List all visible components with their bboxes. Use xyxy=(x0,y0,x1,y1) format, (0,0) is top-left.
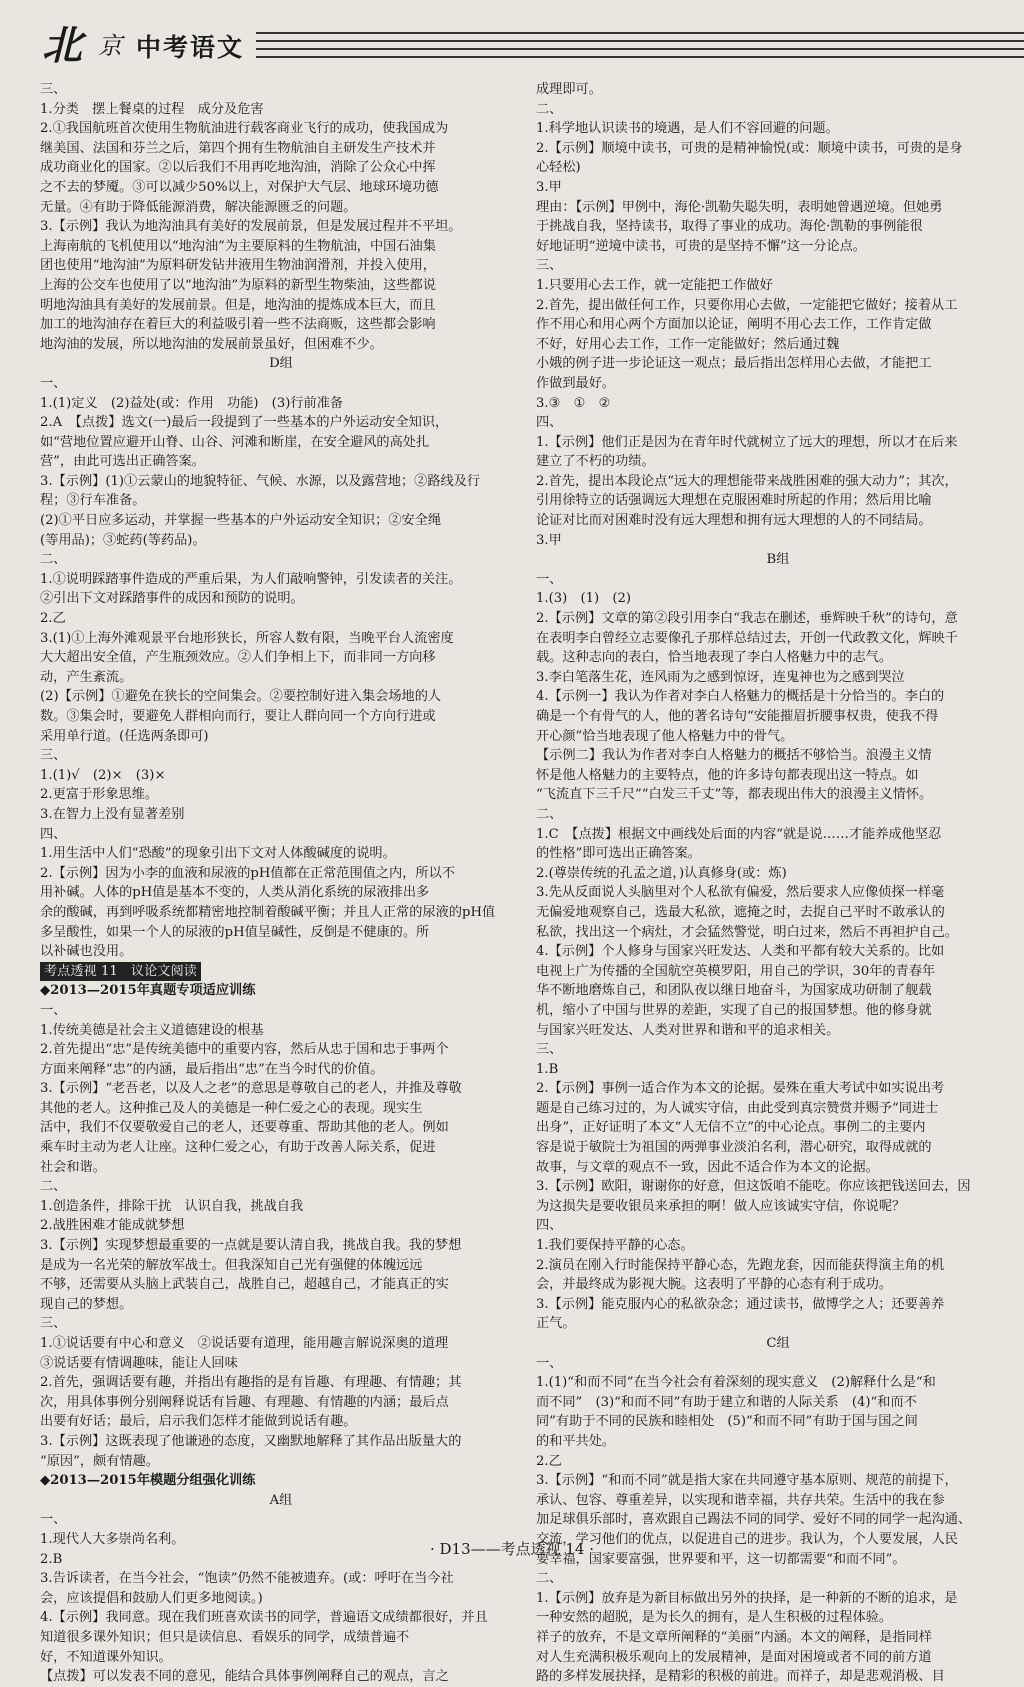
right-column-line: 正气。 xyxy=(536,1316,576,1332)
right-column-line: 好地证明“逆境中读书，可贵的是坚持不懈”这一分论点。 xyxy=(536,238,866,254)
right-column-line: 3.李白笔落生花，连风雨为之感到惊讶，连鬼神也为之感到哭泣 xyxy=(536,669,905,685)
left-column-line: 余的酸碱，再到呼吸系统都精密地控制着酸碱平衡；并且人正常的尿液的pH值 xyxy=(40,904,496,920)
left-column-line: 数。③集会时，要避免人群相向而行，要让人群向同一个方向行进或 xyxy=(40,709,436,724)
right-column-line: 3.【示例】欧阳，谢谢你的好意，但这饭咱不能吃。你应该把钱送回去，因 xyxy=(536,1179,971,1195)
right-column-line: 一、 xyxy=(536,571,563,587)
right-column-line: 1.(1)“和而不同”在当今社会有着深刻的现实意义 (2)解释什么是“和 xyxy=(536,1375,936,1391)
right-column-line: 开心颜”恰当地表现了他人格魅力中的骨气。 xyxy=(536,728,794,744)
right-column-line: 四、 xyxy=(536,1218,563,1234)
right-column-line: 3.甲 xyxy=(536,179,562,195)
right-column-line: 1.【示例】放弃是为新目标做出另外的抉择，是一种新的不断的追求，是 xyxy=(536,1590,958,1606)
left-column-line: 2.首先，强调话要有趣，并指出有趣指的是有旨趣、有理趣、有情趣；其 xyxy=(40,1375,462,1391)
right-column-line: 2.【示例】事例一适合作为本文的论据。晏殊在重大考试中如实说出考 xyxy=(536,1081,945,1097)
left-column-line: 上海的公交车也使用了以“地沟油”为原料的新型生物柴油，这些都说 xyxy=(40,277,436,293)
right-column-line: 四、 xyxy=(536,415,563,431)
left-column-line: “原因”，颇有情趣。 xyxy=(40,1453,159,1469)
right-column-line: 题是自己练习过的，为人诚实守信，由此受到真宗赞赏并赐予“同进士 xyxy=(536,1100,939,1116)
right-column-line: 电视上广为传播的全国航空英模罗阳，用自己的学识，30年的青春年 xyxy=(536,963,936,979)
left-column-line: 团也使用“地沟油”为原料研发钻井液用生物油润滑剂，并投入使用， xyxy=(40,258,436,274)
right-column-line: 2.【示例】顺境中读书，可贵的是精神愉悦(或：顺境中读书，可贵的是身 xyxy=(536,140,963,156)
right-column-line: 会，并最终成为影视大腕。这表明了平静的心态有利于成功。 xyxy=(536,1277,893,1293)
right-column-line: 小娥的例子进一步论证这一观点；最后指出怎样用心去做，才能把工 xyxy=(536,356,932,372)
left-column-line: 好，不知道课外知识。 xyxy=(40,1649,172,1665)
right-column-line: 1.B xyxy=(536,1061,559,1077)
right-column-line: 的性格”即可选出正确答案。 xyxy=(536,846,701,862)
left-column-line: 3.【示例】“老吾老，以及人之老”的意思是尊敬自己的老人，并推及尊敬 xyxy=(40,1081,462,1097)
right-column-line: 2.首先，提出做任何工作，只要你用心去做，一定能把它做好；接着从工 xyxy=(536,297,958,313)
page-footer: · D13——考点透视 14 · xyxy=(429,1540,595,1558)
left-column-line: 不够，还需要从头脑上武装自己，战胜自己，超越自己，才能真正的实 xyxy=(40,1277,449,1293)
right-column-line: 的和平共处。 xyxy=(536,1433,616,1449)
right-column-line: 二、 xyxy=(536,806,563,822)
left-column-line: 加工的地沟油存在着巨大的利益吸引着一些不法商贩，这些都会影响 xyxy=(40,317,436,333)
left-column-line: (等用品)；③蛇药(等药品)。 xyxy=(40,532,206,548)
left-column-line: 动，产生紊流。 xyxy=(40,669,133,685)
left-column-line: 1.(1)√ (2)× (3)× xyxy=(40,767,166,783)
right-column-line: 1.(3) (1) (2) xyxy=(536,591,631,607)
right-column-line: 3.【示例】“和而不同”就是指大家在共同遵守基本原则、规范的前提下， xyxy=(536,1473,958,1489)
left-column-line: 一、 xyxy=(40,1512,67,1528)
right-column-line: 引用徐特立的话强调远大理想在克服困难时所起的作用；然后用比喻 xyxy=(536,493,932,509)
left-column-line: 3.【示例】这既表现了他谦逊的态度，又幽默地解释了其作品出版量大的 xyxy=(40,1433,462,1449)
right-column-line: “飞流直下三千尺”“白发三千丈”等，都表现出伟大的浪漫主义情怀。 xyxy=(536,787,933,803)
left-column-line: 成功商业化的国家。②以后我们不用再吃地沟油，消除了公众心中挥 xyxy=(40,160,436,176)
right-column-line: 3.先从反面说人头脑里对个人私欲有偏爱，然后要求人应像侦探一样毫 xyxy=(536,885,945,901)
right-column-line: 加足球俱乐部时，喜欢跟自己踢法不同的同学、爱好不同的同学一起沟通、 xyxy=(536,1512,972,1528)
right-column-line: 故事，与文章的观点不一致，因此不适合作为本文的论据。 xyxy=(536,1159,879,1175)
header-title: 中考语文 xyxy=(136,33,245,62)
right-column-line: 1.C 【点拨】根据文中画线处后面的内容“就是说……才能养成他坚忍 xyxy=(536,826,942,842)
header-rules xyxy=(256,32,1024,64)
left-column-line: D组 xyxy=(269,356,293,372)
left-column-line: 3.告诉读者，在当今社会，“饱读”仍然不能被遗弃。(或：呼吁在当今社 xyxy=(40,1571,454,1587)
right-column-line: B组 xyxy=(766,552,790,568)
left-column-line: 三、 xyxy=(40,82,67,97)
right-column-line: 一种安然的超脱，是为长久的拥有，是人生积极的过程体验。 xyxy=(536,1610,893,1626)
left-column-line: 1.传统美德是社会主义道德建设的根基 xyxy=(40,1022,264,1038)
right-column-line: 不好，好用心去工作，工作一定能做好；然后通过魏 xyxy=(536,336,840,352)
right-column-line: 作不用心和用心两个方面加以论证，阐明不用心去工作，工作肯定做 xyxy=(536,317,932,333)
left-column-line: 二、 xyxy=(40,1179,67,1195)
left-column-line: 明地沟油具有美好的发展前景。但是，地沟油的提炼成本巨大，而且 xyxy=(40,297,436,313)
right-column-line: 路的多样发展抉择，是精彩的积极的前进。而祥子，却是悲观消极、目 xyxy=(536,1669,945,1685)
left-column-line: 1.分类 摆上餐桌的过程 成分及危害 xyxy=(40,101,264,117)
left-column-line: 大大超出安全值，产生瓶颈效应。②人们争相上下，而非同一方向移 xyxy=(40,650,436,666)
right-column-line: 2.乙 xyxy=(536,1453,562,1469)
left-column-line: 2.更富于形象思维。 xyxy=(40,787,159,803)
right-column-line: 容是说于敏院士为祖国的两弹事业淡泊名利，潜心研究，取得成就的 xyxy=(536,1140,932,1156)
left-column-line: ③说话要有情调趣味，能让人回味 xyxy=(40,1355,238,1371)
left-column-line: 1.创造条件，排除干扰 认识自我，挑战自我 xyxy=(40,1198,304,1214)
left-column-line xyxy=(40,962,522,982)
right-column-line: 对人生充满积极乐观向上的发展精神，是面对困境或者不同的前方道 xyxy=(536,1649,932,1665)
right-column-line: 要幸福，国家要富强，世界要和平，这一切都需要“和而不同”。 xyxy=(536,1551,906,1567)
logo-jing: 京 xyxy=(98,32,122,60)
right-column-line: 2.(尊崇传统的孔孟之道，)认真修身(或：炼) xyxy=(536,865,787,881)
left-column-line: 1.现代人大多崇尚名利。 xyxy=(40,1531,185,1547)
left-column-line: 活中，我们不仅要敬爱自己的老人，还要尊重、帮助其他的老人。例如 xyxy=(40,1120,449,1136)
left-column-line: 营”，由此可选出正确答案。 xyxy=(40,454,205,470)
left-column-line: 3.【示例】我认为地沟油具有美好的发展前景，但是发展过程并不平坦。 xyxy=(40,219,462,235)
left-column-line: ◆2013—2015年模题分组强化训练 xyxy=(40,1473,256,1489)
left-column-line: 之不去的梦魇。③可以减少50%以上，对保护大气层、地球环境功德 xyxy=(40,179,439,195)
right-column-line: 怀是他人格魅力的主要特点，他的许多诗句都表现出这一特点。如 xyxy=(536,767,919,783)
left-column-line: 用补碱。人体的pH值是基本不变的，人类从消化系统的尿液排出多 xyxy=(40,885,430,901)
right-column-line: 作做到最好。 xyxy=(536,375,616,391)
left-column-line: 一、 xyxy=(40,375,67,391)
right-column-line: 1.科学地认识读书的境遇，是人们不容回避的问题。 xyxy=(536,121,839,137)
left-column-line: 是成为一名光荣的解放军战士。但我深知自己光有强健的体魄远远 xyxy=(40,1257,423,1273)
left-column-line: 地沟油的发展，所以地沟油的发展前景虽好，但困难不少。 xyxy=(40,336,383,352)
left-column-line: 2.【示例】因为小李的血液和尿液的pH值都在正常范围值之内，所以不 xyxy=(40,865,455,881)
left-column-line: 一、 xyxy=(40,1002,67,1018)
logo-bei: 北 xyxy=(42,22,80,69)
left-column-line: 1.①说明踩踏事件造成的严重后果，为人们敲响警钟，引发读者的关注。 xyxy=(40,571,462,587)
right-column-line: 载。这种志向的表白，恰当地表现了李白人格魅力中的志气。 xyxy=(536,650,893,666)
left-column-line: 三、 xyxy=(40,748,67,764)
right-column-line: C组 xyxy=(766,1336,790,1351)
right-column-line: 而不同” (3)“和而不同”有助于建立和谐的人际关系 (4)“和而不 xyxy=(536,1394,917,1410)
left-column-line: 上海南航的飞机使用以“地沟油”为主要原料的生物航油，中国石油集 xyxy=(40,238,436,254)
left-column-line: 3.【示例】实现梦想最重要的一点就是要认清自我，挑战自我。我的梦想 xyxy=(40,1238,462,1254)
section-heading-badge: 考点透视 11 议论文阅读 xyxy=(40,962,201,982)
left-column-line: 2.首先提出“忠”是传统美德中的重要内容，然后从忠于国和忠于事两个 xyxy=(40,1042,449,1058)
right-column-line: 于挑战自我，坚持读书，取得了事业的成功。海伦·凯勒的事例能很 xyxy=(536,219,923,235)
left-column xyxy=(40,80,522,1687)
left-column-line: 会，应该提倡和鼓励人们更多地阅读。) xyxy=(40,1590,263,1606)
right-column-line: 心轻松) xyxy=(536,160,581,176)
right-column-line: 为这损失是要收银员来承担的啊！做人应该诚实守信，你说呢？ xyxy=(536,1198,906,1214)
left-column-line: 三、 xyxy=(40,1316,67,1332)
right-column-line: 4.【示例一】我认为作者对李白人格魅力的概括是十分恰当的。李白的 xyxy=(536,689,945,705)
right-column-line: 确是一个有骨气的人，他的著名诗句“安能摧眉折腰事权贵，使我不得 xyxy=(536,709,939,724)
left-column-line: 出要有好话；最后，启示我们怎样才能做到说话有趣。 xyxy=(40,1414,357,1430)
left-column-line: 2.战胜困难才能成就梦想 xyxy=(40,1218,185,1234)
left-column-line: 社会和谐。 xyxy=(40,1159,106,1175)
right-column-line: 华不断地磨炼自己，和团队夜以继日地奋斗，为国家成功研制了舰载 xyxy=(536,983,932,999)
left-column-line: 多呈酸性，如果一个人的尿液的pH值呈碱性，反倒是不健康的。所 xyxy=(40,924,430,940)
right-column-line: 2.首先，提出本段论点“远大的理想能带来战胜困难的强大动力”；其次， xyxy=(536,473,958,489)
right-column-line: 与国家兴旺发达、人类对世界和谐和平的追求相关。 xyxy=(536,1022,840,1038)
left-column-line: A组 xyxy=(269,1492,293,1508)
right-column-line: 三、 xyxy=(536,258,563,274)
right-column-line: 2.演员在刚入行时能保持平静心态，先跑龙套，因而能获得演主角的机 xyxy=(536,1257,945,1273)
right-column-line: 同”有助于不同的民族和睦相处 (5)“和而不同”有助于国与国之间 xyxy=(536,1414,918,1430)
left-column-line: 1.用生活中人们“恐酸”的现象引出下文对人体酸碱度的说明。 xyxy=(40,846,396,862)
right-column-line: 三、 xyxy=(536,1042,563,1058)
right-column-line: 1.我们要保持平静的心态。 xyxy=(536,1238,694,1254)
left-column-line: 程；③行车准备。 xyxy=(40,493,146,509)
right-column-line: 在表明李白曾经立志要像孔子那样总结过去，开创一代政教文化，辉映千 xyxy=(536,630,958,646)
left-column-line: 知道很多课外知识；但只是读信息、看娱乐的同学，成绩普遍不 xyxy=(40,1629,410,1645)
left-column-line: 采用单行道。(任选两条即可) xyxy=(40,728,209,744)
left-column-line: 其他的老人。这种推己及人的美德是一种仁爱之心的表现。现实生 xyxy=(40,1100,423,1116)
left-column-line: 现自己的梦想。 xyxy=(40,1296,133,1312)
right-column-line: 承认、包容、尊重差异，以实现和谐幸福，共存共荣。生活中的我在参 xyxy=(536,1492,945,1508)
right-column-line: 1.只要用心去工作，就一定能把工作做好 xyxy=(536,277,773,293)
right-column-line: 2.【示例】文章的第②段引用李白“我志在删述，垂辉映千秋”的诗句，意 xyxy=(536,611,958,627)
right-column-line: 4.【示例】个人修身与国家兴旺发达、人类和平都有较大关系的。比如 xyxy=(536,944,945,960)
right-column-line: 建立了不朽的功绩。 xyxy=(536,454,655,470)
right-column-line: 成理即可。 xyxy=(536,82,602,97)
right-column-line: 机，缩小了中国与世界的差距，实现了自己的报国梦想。他的修身就 xyxy=(536,1002,932,1018)
right-column-line: 二、 xyxy=(536,1571,563,1587)
right-column-line: 3.甲 xyxy=(536,532,562,548)
right-column-line: 理由：【示例】甲例中，海伦·凯勒失聪失明，表明她曾遇逆境。但她勇 xyxy=(536,199,943,215)
left-column-line: 方面来阐释“忠”的内涵，最后指出“忠”在当今时代的价值。 xyxy=(40,1061,384,1077)
left-column-line: ◆2013—2015年真题专项适应训练 xyxy=(40,983,256,999)
left-column-line: 1.①说话要有中心和意义 ②说话要有道理，能用趣言解说深奥的道理 xyxy=(40,1336,449,1351)
right-column-line: 私欲，找出这一个病灶，才会猛然警觉，明白过来，然后不再袒护自己。 xyxy=(536,924,958,940)
left-column-line: 2.A 【点拨】选文(一)最后一段提到了一些基本的户外运动安全知识， xyxy=(40,415,449,431)
left-column-line: 四、 xyxy=(40,826,67,842)
left-column-line: 3.(1)①上海外滩观景平台地形狭长，所容人数有限，当晚平台人流密度 xyxy=(40,630,454,646)
left-column-line: 4.【示例】我同意。现在我们班喜欢读书的同学，普遍语文成绩都很好，并且 xyxy=(40,1610,488,1626)
left-column-line: 2.B xyxy=(40,1551,63,1567)
left-column-line: 次，用具体事例分别阐释说话有旨趣、有理趣、有情趣的内涵；最后点 xyxy=(40,1394,449,1410)
right-column-line: 3.③ ① ② xyxy=(536,395,611,411)
left-column-line: ②引出下文对踩踏事件的成因和预防的说明。 xyxy=(40,591,304,607)
left-column-line: 以补碱也没用。 xyxy=(40,944,133,960)
right-column-line: 出身”，正好证明了本文“人无信不立”的中心论点。事例二的主要内 xyxy=(536,1120,926,1136)
right-column xyxy=(536,80,1020,1687)
left-column-line: 2.①我国航班首次使用生物航油进行载客商业飞行的成功，使我国成为 xyxy=(40,121,449,137)
left-column-line: 3.【示例】(1)①云蒙山的地貌特征、气候、水源，以及露营地；②路线及行 xyxy=(40,473,481,489)
left-column-line: 1.(1)定义 (2)益处(或：作用 功能) (3)行前准备 xyxy=(40,395,344,411)
page-header xyxy=(40,14,1024,69)
left-column-line: 如“营地位置应避开山脊、山谷、河滩和断崖，在安全避风的高处扎 xyxy=(40,434,430,450)
left-column-line: 继美国、法国和芬兰之后，第四个拥有生物航油自主研发生产技术并 xyxy=(40,140,436,156)
right-column-line: 无偏爱地观察自己，选最大私欲，遮掩之时，去捉自己平时不敢承认的 xyxy=(536,904,945,920)
left-column-line: 2.乙 xyxy=(40,611,66,627)
left-column-line: (2)【示例】①避免在狭长的空间集会。②要控制好进入集会场地的人 xyxy=(40,689,442,705)
right-column-line: 交流，学习他们的优点，以促进自己的进步。我认为，个人要发展，人民 xyxy=(536,1531,958,1547)
left-column-line: 乘车时主动为老人让座。这种仁爱之心，有助于改善人际关系，促进 xyxy=(40,1140,436,1156)
right-column-line: 3.【示例】能克服内心的私欲杂念；通过读书，做博学之人；还要善养 xyxy=(536,1296,945,1312)
left-column-line: 【点拨】可以发表不同的意见，能结合具体事例阐释自己的观点，言之 xyxy=(40,1669,449,1685)
right-column-line: 祥子的放弃，不是文章所阐释的“美丽”内涵。本文的阐释，是指同样 xyxy=(536,1629,932,1645)
left-column-line: 3.在智力上没有显著差别 xyxy=(40,806,185,822)
left-column-line: 无量。④有助于降低能源消费，解决能源匮乏的问题。 xyxy=(40,199,357,215)
left-column-line: 二、 xyxy=(40,552,67,568)
right-column-line: 二、 xyxy=(536,101,563,117)
right-column-line: 【示例二】我认为作者对李白人格魅力的概括不够恰当。浪漫主义情 xyxy=(536,748,932,764)
right-column-line: 论证对比而对困难时没有远大理想和拥有远大理想的人的不同结局。 xyxy=(536,513,932,529)
right-column-line: 一、 xyxy=(536,1355,563,1371)
left-column-line: (2)①平日应多运动，并掌握一些基本的户外运动安全知识；②安全绳 xyxy=(40,513,442,529)
right-column-line: 1.【示例】他们正是因为在青年时代就树立了远大的理想，所以才在后来 xyxy=(536,434,958,450)
